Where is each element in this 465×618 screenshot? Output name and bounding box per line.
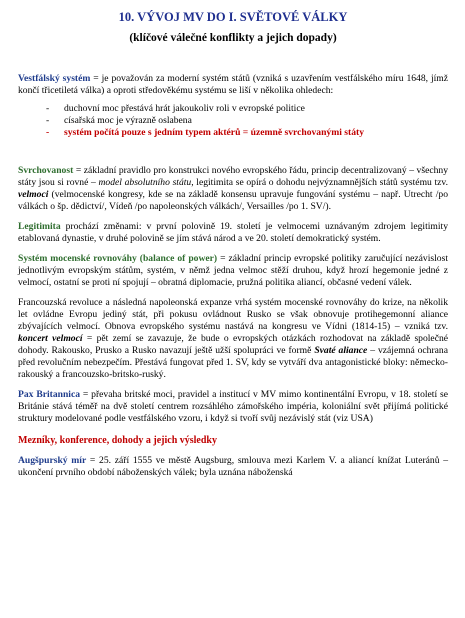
- napoleon-text-2: koncert velmocí: [18, 333, 83, 344]
- list-item: - císařská moc je výrazně oslabena: [18, 115, 448, 127]
- sovereignty-term: Svrchovanost: [18, 165, 74, 176]
- pax-text: = převaha britské moci, pravidel a institucí v MV mimo kontinentální Evropu, v 18. století se Británie stává téměř na dvě století centrem rozsáhlého zámořského impéria, koloniální svět přijímá politické struktury modelované podle vestfálského vzoru, i když si tvoří svůj nezávislý stát (viz USA): [18, 389, 448, 424]
- list-item-highlight: - systém počítá pouze s jedním typem aktérů = územně svrchovanými státy: [18, 127, 448, 139]
- sovereignty-text-5: (velmocenské kongresy, kde se na základě konsensu upravuje fungování systému – např. Utrecht /po válkách o šp. dědictví/, Vídeň /po napoleonských válkách/, Versailles /po 1. SV/).: [18, 189, 448, 212]
- legitimacy-term: Legitimita: [18, 221, 61, 232]
- napoleon-text-4: Svaté aliance: [314, 345, 368, 356]
- sovereignty-text-2: model absolutního státu: [98, 177, 192, 188]
- westphalia-paragraph: [18, 73, 448, 97]
- balance-text: = základní princip evropské politiky zaručující nezávislost jednotlivým evropským státům, systém, v němž jedna velmoc stěží druhou, když hrozí hegemonie jedné z velmocí, ostatní se proti ní spojují – obratná diplomacie, pružná politika aliancí, občasné vedení válek.: [18, 253, 448, 288]
- sovereignty-text-3: , legitimita se opírá o dohodu nejvýznamnějších států systému tzv.: [191, 177, 448, 188]
- list-item: - duchovní moc přestává hrát jakoukoliv roli v evropské politice: [18, 103, 448, 115]
- westphalia-bullet-list: [18, 103, 448, 139]
- section-heading: Mezníky, konference, dohody a jejich výsledky: [18, 435, 217, 446]
- balance-term: Systém mocenské rovnováhy (balance of power): [18, 253, 218, 264]
- legitimacy-paragraph: [18, 221, 448, 245]
- document-subtitle: (klíčové válečné konflikty a jejich dopady): [129, 32, 337, 44]
- document-title: 10. VÝVOJ MV DO I. SVĚTOVÉ VÁLKY: [118, 10, 348, 24]
- napoleon-text-3: = pět zemí se zavazuje, že bude o evropských otázkách rozhodovat na základě společné dohody. Rakousko, Prusko a Rusko navazují ještě užší spolupráci ve formě: [18, 333, 449, 356]
- augsburg-term: Augšpurský mír: [18, 455, 87, 466]
- napoleon-text-1: Francouzská revoluce a následná napoleonská expanze vrhá systém mocenské rovnováhy do krize, na několik let ovládne Evropu jediný stát, při pokusu ovládnout Rusko se však obnovuje protihegemonní aliance zbývajících velmocí. Obnova evropského systému nastává na kongresu ve Vídni (1814-15) – vzniká tzv.: [18, 297, 448, 332]
- augsburg-text: = 25. září 1555 ve městě Augsburg, smlouva mezi Karlem V. a aliancí knížat Luteránů – ukončení prvního období náboženských válek; byla uznána náboženská: [18, 455, 448, 478]
- augsburg-paragraph: [18, 455, 448, 479]
- pax-paragraph: [18, 389, 448, 425]
- westphalia-term: Vestfálský systém: [18, 73, 91, 84]
- sovereignty-text-4: velmoci: [18, 189, 49, 200]
- sovereignty-paragraph: [18, 165, 448, 213]
- napoleon-text-5: – vzájemná ochrana před revolučním nebezpečím. Přestává fungovat před 1. SV, kdy se vytváří dva antagonistické bloky: německo-rakouský a francouzsko-britsko-ruský.: [18, 345, 448, 380]
- document-page: [18, 10, 448, 479]
- sovereignty-text-1: = základní pravidlo pro konstrukci nového evropského řádu, princip decentralizovaný – všechny státy jsou si rovné –: [18, 165, 448, 188]
- westphalia-text: = je považován za moderní systém států (vzniká s uzavřením vestfálského míru 1648, jímž končí třicetiletá válka) a oproti středověkému systému se liší v několika ohledech:: [18, 73, 448, 96]
- legitimacy-text: prochází změnami: v první polovině 19. století je velmocemi uznávaným zdrojem legitimity etablovaná dynastie, v druhé polovině se jím stává národ a ve 20. století demokratický systém.: [18, 221, 448, 244]
- napoleon-paragraph: [18, 297, 448, 381]
- pax-term: Pax Britannica: [18, 389, 81, 400]
- balance-paragraph: [18, 253, 448, 289]
